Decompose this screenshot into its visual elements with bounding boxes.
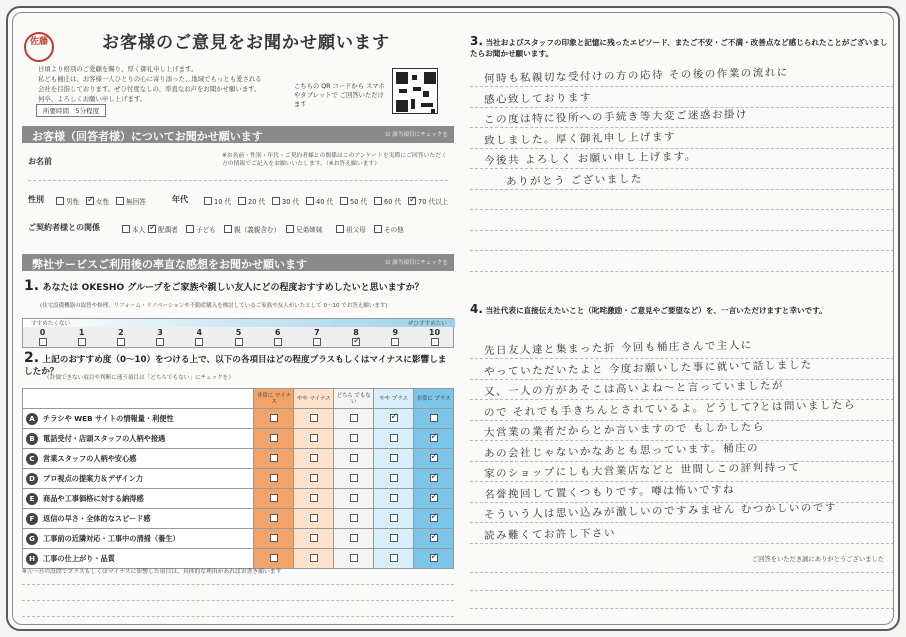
q3-heading bbox=[470, 36, 890, 59]
q4-heading bbox=[470, 304, 890, 316]
scale-gradient bbox=[23, 319, 455, 327]
rating-cell bbox=[334, 509, 374, 529]
checkbox[interactable] bbox=[390, 554, 398, 562]
item-marker: D bbox=[26, 473, 38, 485]
item-marker: H bbox=[26, 553, 38, 565]
scale-option[interactable] bbox=[415, 328, 454, 346]
impact-table bbox=[22, 388, 454, 569]
rating-cell bbox=[294, 429, 334, 449]
handwritten-line: やっていただいたよと 今度お願いした事に就いて話しました bbox=[483, 358, 813, 378]
relation-option-label: 配偶者 bbox=[158, 226, 178, 234]
gender-label: 性別 bbox=[28, 195, 44, 204]
age-option-label: 50 代 bbox=[350, 198, 368, 206]
intro-line: 何卒、よろしくお願い申し上げます。 bbox=[38, 95, 147, 103]
checkbox[interactable] bbox=[272, 197, 280, 205]
page-title: お客様のご意見をお聞かせ願います bbox=[102, 33, 390, 53]
age-option[interactable] bbox=[408, 196, 448, 206]
rating-cell bbox=[374, 429, 414, 449]
handwritten-line: 先日友人達と集まった折 今回も桶庄さんで主人に bbox=[483, 339, 753, 357]
relation-option-label: その他 bbox=[384, 226, 404, 234]
table-footnote: ※Ⓐ〜Ⓗの設問でプラスもしくはマイナスに影響した項目は、具体的な理由があればお書き願います bbox=[22, 569, 282, 575]
handwritten-line: 今後共 よろしく お願い申し上げます。 bbox=[483, 150, 697, 167]
checkbox[interactable] bbox=[270, 474, 278, 482]
q1-text: あなたは OKESHO グループをご家族や親しい友人にどの程度おすすめしたいと思いますか？ bbox=[42, 283, 424, 293]
checkbox[interactable] bbox=[430, 474, 438, 482]
checkbox[interactable] bbox=[270, 434, 278, 442]
relation-option-label: 本人 bbox=[132, 226, 146, 234]
handwritten-line: 家のショップにしも大営業店などと 世間しこの評判持って bbox=[483, 461, 801, 480]
reason-line[interactable] bbox=[22, 616, 454, 617]
checkbox[interactable] bbox=[340, 197, 348, 205]
checkbox[interactable] bbox=[430, 414, 438, 422]
checkbox[interactable] bbox=[310, 474, 318, 482]
item-cell bbox=[23, 469, 254, 489]
rating-cell bbox=[294, 409, 334, 429]
rating-cell bbox=[334, 429, 374, 449]
checkbox[interactable] bbox=[430, 454, 438, 462]
rating-cell bbox=[334, 469, 374, 489]
q1-number: 1. bbox=[24, 278, 40, 294]
rating-cell bbox=[374, 409, 414, 429]
relation-option-label: 子ども bbox=[196, 226, 216, 234]
checkbox[interactable] bbox=[430, 494, 438, 502]
age-option-label: 10 代 bbox=[214, 198, 232, 206]
handwritten-line: この度は特に役所への手続き等大変ご迷惑お掛け bbox=[483, 108, 749, 126]
item-label: 商品や工事価格に対する納得感 bbox=[43, 493, 144, 503]
checkbox[interactable] bbox=[224, 225, 232, 233]
checkbox[interactable] bbox=[430, 534, 438, 542]
name-label: お名前 bbox=[28, 157, 52, 166]
checkbox[interactable] bbox=[117, 338, 125, 346]
q3-text: 当社およびスタッフの印象と記憶に残ったエピソード、またご不安・ご不満・改善点など感じられたことがございましたらお聞かせ願います。 bbox=[470, 38, 888, 58]
q1-heading bbox=[24, 278, 454, 294]
age-option-label: 40 代 bbox=[316, 198, 334, 206]
checkbox[interactable] bbox=[350, 534, 358, 542]
age-option-label: 70 代以上 bbox=[418, 198, 449, 206]
checkbox[interactable] bbox=[86, 197, 94, 205]
rating-cell bbox=[334, 529, 374, 549]
checkbox[interactable] bbox=[286, 225, 294, 233]
rating-cell bbox=[254, 509, 294, 529]
checkbox[interactable] bbox=[270, 554, 278, 562]
checkbox[interactable] bbox=[78, 338, 86, 346]
name-write-line[interactable] bbox=[28, 180, 448, 181]
q2-text: 上記のおすすめ度（0〜10）をつける上で、以下の各項目はどの程度プラスもしくはマイナスに影響しましたか？ bbox=[24, 355, 447, 377]
customer-section-title: お客様（回答者様）についてお聞かせ願います bbox=[32, 130, 263, 143]
checkbox[interactable] bbox=[56, 197, 64, 205]
handwritten-line: ので それでも手きちんとされているよ。どうして?とは問いましたら bbox=[483, 398, 857, 419]
scale-number: 8 bbox=[353, 328, 359, 337]
checkbox[interactable] bbox=[310, 434, 318, 442]
rating-cell bbox=[334, 409, 374, 429]
answer-line[interactable] bbox=[470, 608, 894, 609]
intro-line: 日頃より格別のご愛顧を賜り、厚く御礼申し上げます。 bbox=[38, 65, 198, 73]
intro-text bbox=[38, 64, 288, 104]
rating-cell bbox=[294, 509, 334, 529]
checkbox[interactable] bbox=[374, 197, 382, 205]
scale-option[interactable] bbox=[141, 328, 180, 346]
checkbox[interactable] bbox=[390, 434, 398, 442]
scale-option[interactable] bbox=[219, 328, 258, 346]
answer-line[interactable] bbox=[470, 543, 894, 544]
rating-cell bbox=[334, 489, 374, 509]
checkbox[interactable] bbox=[270, 514, 278, 522]
scale-option[interactable] bbox=[376, 328, 415, 346]
survey-sheet bbox=[6, 6, 900, 631]
item-marker: A bbox=[26, 413, 38, 425]
rating-cell bbox=[374, 529, 414, 549]
table-row bbox=[23, 429, 454, 449]
check-note: ☑ 該当項目にチェックを bbox=[385, 260, 448, 266]
qr-code-icon[interactable] bbox=[392, 68, 438, 114]
rating-cell bbox=[254, 529, 294, 549]
relation-label: ご契約者様との関係 bbox=[28, 223, 100, 232]
rating-cell bbox=[254, 489, 294, 509]
item-label: プロ視点の提案力＆デザイン力 bbox=[43, 473, 144, 483]
answer-line[interactable] bbox=[470, 590, 894, 591]
item-label: チラシや WEB サイトの情報量・利便性 bbox=[43, 413, 174, 423]
checkbox[interactable] bbox=[430, 514, 438, 522]
scale-option[interactable] bbox=[180, 328, 219, 346]
rating-cell bbox=[294, 489, 334, 509]
handwritten-line: 感心致しております bbox=[483, 91, 593, 106]
checkbox[interactable] bbox=[391, 338, 399, 346]
checkbox[interactable] bbox=[274, 338, 282, 346]
scale-option[interactable] bbox=[258, 328, 297, 346]
handwritten-line: 大営業の業者だからとか言いますので もしかしたら bbox=[483, 421, 765, 439]
answer-line[interactable] bbox=[470, 127, 894, 128]
checkbox[interactable] bbox=[270, 494, 278, 502]
rating-cell bbox=[414, 429, 454, 449]
checkbox[interactable] bbox=[204, 197, 212, 205]
rating-cell bbox=[374, 509, 414, 529]
scale-number: 10 bbox=[428, 328, 441, 337]
table-row bbox=[23, 469, 454, 489]
scale-number: 1 bbox=[78, 328, 85, 337]
relation-option[interactable] bbox=[148, 224, 178, 234]
gender-option[interactable] bbox=[56, 196, 79, 206]
relation-option[interactable] bbox=[224, 224, 280, 234]
rating-cell bbox=[414, 549, 454, 569]
age-option-label: 20 代 bbox=[248, 198, 266, 206]
recommend-scale bbox=[22, 318, 454, 348]
item-marker: B bbox=[26, 433, 38, 445]
relation-option-label: 祖父母 bbox=[346, 226, 366, 234]
relation-option[interactable] bbox=[336, 224, 366, 234]
rating-cell bbox=[254, 549, 294, 569]
item-marker: G bbox=[26, 533, 38, 545]
table-row bbox=[23, 409, 454, 429]
scale-number: 6 bbox=[274, 328, 281, 337]
age-label: 年代 bbox=[172, 195, 188, 204]
answer-line[interactable] bbox=[470, 230, 894, 231]
age-option[interactable] bbox=[340, 196, 367, 206]
table-row bbox=[23, 549, 454, 569]
checkbox[interactable] bbox=[390, 534, 398, 542]
checkbox[interactable] bbox=[350, 434, 358, 442]
checkbox[interactable] bbox=[270, 534, 278, 542]
service-section-header bbox=[22, 254, 454, 271]
checkbox[interactable] bbox=[350, 474, 358, 482]
checkbox[interactable] bbox=[350, 454, 358, 462]
checkbox[interactable] bbox=[310, 454, 318, 462]
rating-cell bbox=[254, 409, 294, 429]
scale-option[interactable] bbox=[23, 328, 62, 346]
item-cell bbox=[23, 509, 254, 529]
check-note: ☑ 該当項目にチェックを bbox=[385, 132, 448, 138]
service-section-title: 弊社サービスご利用後の率直な感想をお聞かせ願います bbox=[32, 258, 307, 271]
rating-cell bbox=[414, 469, 454, 489]
scale-option[interactable] bbox=[62, 328, 101, 346]
table-row bbox=[23, 509, 454, 529]
age-option[interactable] bbox=[306, 196, 333, 206]
col-somewhat-plus: やや プラス bbox=[374, 389, 414, 409]
rating-cell bbox=[254, 429, 294, 449]
checkbox[interactable] bbox=[270, 414, 278, 422]
item-label: 返信の早さ・全体的なスピード感 bbox=[43, 513, 151, 523]
answer-line[interactable] bbox=[470, 86, 894, 87]
rating-cell bbox=[294, 449, 334, 469]
relation-option[interactable] bbox=[374, 224, 404, 234]
checkbox[interactable] bbox=[431, 338, 439, 346]
relation-option[interactable] bbox=[286, 224, 322, 234]
checkbox[interactable] bbox=[270, 454, 278, 462]
name-note: ※お名前・性別・年代・ご契約者様との関係はこのアンケートを実際にご回答いただく方の情報でご記入をお願いいたします。（※お答え願います） bbox=[222, 153, 447, 167]
customer-section-header bbox=[22, 126, 454, 143]
checkbox[interactable] bbox=[350, 554, 358, 562]
age-option[interactable] bbox=[374, 196, 401, 206]
checkbox[interactable] bbox=[350, 514, 358, 522]
rating-cell bbox=[374, 449, 414, 469]
handwritten-line: 致しました。厚く御礼申し上げます bbox=[483, 130, 677, 147]
checkbox[interactable] bbox=[148, 225, 156, 233]
gender-option[interactable] bbox=[116, 196, 146, 206]
item-label: 電話受付・店頭スタッフの人柄や接遇 bbox=[43, 433, 166, 443]
thanks-note: ご回答をいただき誠にありがとうございました bbox=[751, 556, 884, 563]
reason-line[interactable] bbox=[22, 584, 454, 585]
item-cell bbox=[23, 489, 254, 509]
rating-cell bbox=[414, 509, 454, 529]
scale-number: 5 bbox=[235, 328, 242, 337]
item-label: 営業スタッフの人柄や安心感 bbox=[43, 453, 137, 463]
table-row bbox=[23, 449, 454, 469]
checkbox[interactable] bbox=[350, 414, 358, 422]
scale-option[interactable] bbox=[337, 328, 376, 346]
answer-line[interactable] bbox=[470, 271, 894, 272]
rating-cell bbox=[414, 449, 454, 469]
checkbox[interactable] bbox=[310, 554, 318, 562]
handwritten-line: 何時も私親切な受付けの方の応待 その後の作業の流れに bbox=[483, 66, 789, 85]
checkbox[interactable] bbox=[310, 414, 318, 422]
scale-option[interactable] bbox=[297, 328, 336, 346]
qr-instructions: こちらの QR コードから スマホやタブレットで ご回答いただけます bbox=[294, 83, 385, 108]
rating-cell bbox=[334, 549, 374, 569]
checkbox[interactable] bbox=[310, 514, 318, 522]
gender-option-label: 無回答 bbox=[126, 198, 146, 206]
rating-cell bbox=[294, 469, 334, 489]
reason-line[interactable] bbox=[22, 600, 454, 601]
scale-number: 9 bbox=[392, 328, 399, 337]
scale-option[interactable] bbox=[101, 328, 140, 346]
item-cell bbox=[23, 429, 254, 449]
rating-cell bbox=[294, 529, 334, 549]
intro-line: 私ども桶庄は、お客様一人ひとりの心に寄り添った、地域でもっとも愛される bbox=[38, 75, 262, 83]
handwritten-line: 読み難くてお許し下さい bbox=[483, 526, 617, 542]
rating-cell bbox=[374, 469, 414, 489]
answer-line[interactable] bbox=[470, 189, 894, 190]
col-somewhat-minus: やや マイナス bbox=[294, 389, 334, 409]
item-marker: F bbox=[26, 513, 38, 525]
relation-option-label: 親（義親含む） bbox=[234, 226, 281, 234]
table-row bbox=[23, 489, 454, 509]
checkbox[interactable] bbox=[430, 434, 438, 442]
rating-cell bbox=[374, 549, 414, 569]
checkbox[interactable] bbox=[156, 338, 164, 346]
age-option[interactable] bbox=[272, 196, 299, 206]
handwritten-line: そういう人は思い込みが激しいのですみません むつかしいのです bbox=[483, 501, 837, 521]
checkbox[interactable] bbox=[390, 494, 398, 502]
checkbox[interactable] bbox=[390, 474, 398, 482]
q3-number: 3. bbox=[470, 34, 483, 48]
handwritten-line: ありがとう ございました bbox=[505, 172, 643, 188]
rating-cell bbox=[294, 549, 334, 569]
relation-option[interactable] bbox=[122, 224, 145, 234]
item-marker: E bbox=[26, 493, 38, 505]
checkbox[interactable] bbox=[374, 225, 382, 233]
item-cell bbox=[23, 529, 254, 549]
checkbox[interactable] bbox=[195, 338, 203, 346]
checkbox[interactable] bbox=[238, 197, 246, 205]
scale-number: 3 bbox=[157, 328, 163, 337]
rating-cell bbox=[414, 489, 454, 509]
scale-number: 2 bbox=[118, 328, 124, 337]
rating-cell bbox=[334, 449, 374, 469]
table-row bbox=[23, 529, 454, 549]
rating-cell bbox=[414, 409, 454, 429]
rating-cell bbox=[254, 469, 294, 489]
q4-text: 当社代表に直接伝えたいこと（叱咤激励・ご意見やご要望など）を、一言いただけますと幸いです。 bbox=[485, 306, 827, 315]
checkbox[interactable] bbox=[430, 554, 438, 562]
age-option-label: 30 代 bbox=[282, 198, 300, 206]
scale-number: 7 bbox=[314, 328, 320, 337]
item-cell bbox=[23, 409, 254, 429]
checkbox[interactable] bbox=[310, 494, 318, 502]
relation-option[interactable] bbox=[186, 224, 216, 234]
q4-number: 4. bbox=[470, 302, 483, 316]
item-cell bbox=[23, 449, 254, 469]
handwritten-line: 又、一人の方があそこは高いよね〜と言っていましたが bbox=[483, 379, 785, 398]
checkbox[interactable] bbox=[390, 454, 398, 462]
scale-number: 0 bbox=[39, 328, 46, 337]
checkbox[interactable] bbox=[352, 338, 360, 346]
checkbox[interactable] bbox=[235, 338, 243, 346]
col-very-minus: 非常に マイナス bbox=[254, 389, 294, 409]
checkbox[interactable] bbox=[306, 197, 314, 205]
check-note-text: 該当項目にチェックを bbox=[392, 132, 448, 138]
answer-line[interactable] bbox=[470, 572, 894, 573]
q1-note: (住宅設備機器の取替や修理、リフォーム・リノベーションや不動産購入を検討しているご家族や友人がいたとして 0〜10 でお答え願います) bbox=[40, 303, 388, 309]
checkbox[interactable] bbox=[122, 225, 130, 233]
scale-high-label: ぜひすすめたい bbox=[407, 321, 447, 327]
rating-cell bbox=[254, 449, 294, 469]
age-option[interactable] bbox=[204, 196, 231, 206]
rating-cell bbox=[414, 529, 454, 549]
item-cell bbox=[23, 549, 254, 569]
relation-option-label: 兄弟姉妹 bbox=[296, 226, 323, 234]
checkbox[interactable] bbox=[39, 338, 47, 346]
intro-line: 会社を目指しております。ぜひ忖度なしの、率直なお声をお聞かせ願います。 bbox=[38, 85, 261, 93]
checkbox[interactable] bbox=[186, 225, 194, 233]
scale-low-label: すすめたくない bbox=[31, 321, 71, 327]
left-column bbox=[22, 22, 454, 622]
answer-line[interactable] bbox=[470, 522, 894, 523]
item-marker: C bbox=[26, 453, 38, 465]
time-needed-badge: 所要時間 5分程度 bbox=[36, 104, 106, 117]
table-header-blank bbox=[23, 389, 254, 409]
scale-number: 4 bbox=[196, 328, 203, 337]
answer-line[interactable] bbox=[470, 209, 894, 210]
gender-option-label: 男性 bbox=[66, 198, 80, 206]
rating-cell bbox=[374, 489, 414, 509]
gender-option[interactable] bbox=[86, 196, 109, 206]
right-column bbox=[470, 22, 894, 622]
col-neutral: どちら でもない bbox=[334, 389, 374, 409]
checkbox[interactable] bbox=[336, 225, 344, 233]
checkbox[interactable] bbox=[390, 514, 398, 522]
handwritten-line: あの会社じゃないかなあとも思っています。桶庄の bbox=[483, 441, 760, 460]
q2-number: 2. bbox=[24, 350, 40, 366]
item-label: 工事前の近隣対応・工事中の清掃（養生） bbox=[43, 533, 180, 543]
checkbox[interactable] bbox=[313, 338, 321, 346]
table-header-row bbox=[23, 389, 454, 409]
answer-line[interactable] bbox=[470, 250, 894, 251]
checkbox[interactable] bbox=[116, 197, 124, 205]
checkbox[interactable] bbox=[310, 534, 318, 542]
check-note-text: 該当項目にチェックを bbox=[392, 260, 448, 266]
checkbox[interactable] bbox=[350, 494, 358, 502]
checkbox[interactable] bbox=[408, 197, 416, 205]
name-seal: 佐藤 bbox=[24, 32, 54, 62]
gender-option-label: 女性 bbox=[96, 198, 110, 206]
checkbox[interactable] bbox=[390, 414, 398, 422]
age-option-label: 60 代 bbox=[384, 198, 402, 206]
q2-note: （評価できない項目や判断に迷う項目は「どちらでもない」にチェックを） bbox=[44, 375, 234, 381]
answer-line[interactable] bbox=[470, 168, 894, 169]
item-label: 工事の仕上がり・品質 bbox=[43, 553, 115, 563]
handwritten-line: 名誉挽回して置くつもりです。噂は怖いですね bbox=[483, 483, 736, 501]
age-option[interactable] bbox=[238, 196, 265, 206]
col-very-plus: 非常に プラス bbox=[414, 389, 454, 409]
